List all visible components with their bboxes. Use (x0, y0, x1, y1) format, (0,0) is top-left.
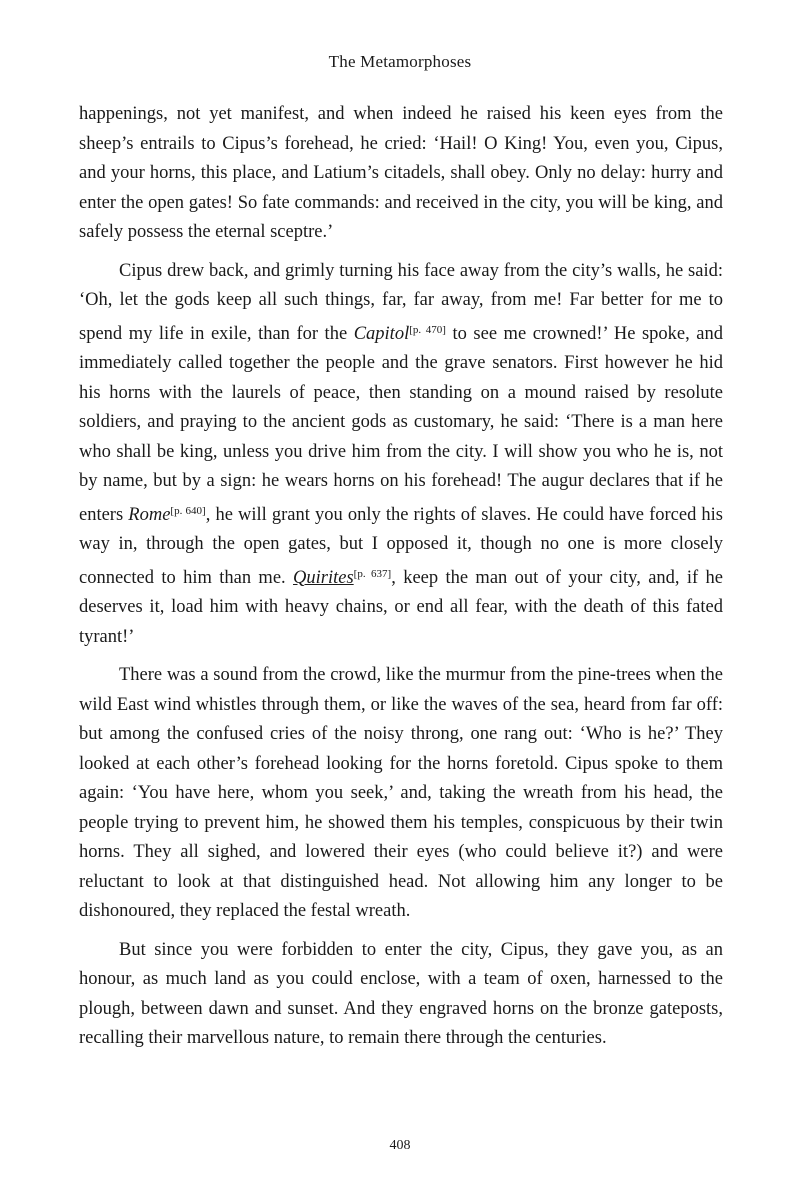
paragraph-text: But since you were forbidden to enter the city, Cipus, they gave you, as an honour, as much land as you could enclose, with a team of oxen, harnessed to the plough, between dawn and sunset. And they engraved horns on the bronze gateposts, recalling their marvellous nature, to remain there through the centuries. (79, 939, 723, 1048)
paragraph-text: happenings, not yet manifest, and when indeed he raised his keen eyes from the sheep’s entrails to Cipus’s forehead, he cried: ‘Hail! O King! You, even you, Cipus, and your horns, this place, and Latium’s citadels, shall obey. Only no delay: hurry and enter the open gates! So fate commands: and received in the city, you will be king, and safely possess the eternal sceptre.’ (79, 104, 723, 242)
cross-reference-link[interactable]: Rome (128, 504, 171, 525)
page-reference[interactable]: [p. 470] (409, 323, 446, 336)
paragraph (79, 661, 723, 927)
paragraph (79, 100, 723, 248)
paragraph-text: Cipus drew back, and grimly turning his face away from the city’s walls, he said: ‘Oh, let the gods keep all such things, far, far away, from me! Far better for me to spend my life in exile, than for the (79, 260, 723, 344)
paragraph-text: , he will grant you only the rights of slaves. He could have forced his way in, through the open gates, but I opposed it, though no one is more closely connected to him than me. (79, 504, 724, 588)
running-head: The Metamorphoses (328, 52, 472, 71)
page-reference[interactable]: [p. 637] (353, 567, 392, 580)
body-text (79, 100, 723, 1063)
cross-reference-link[interactable]: Quirites (293, 567, 354, 588)
paragraph-text: to see me crowned!’ He spoke, and immediately called together the people and the grave senators. First however he hid his horns with the laurels of peace, then standing on a mound raised by resolute soldiers, and praying to the ancient gods as customary, he said: ‘There is a man here who shall be king, unless you drive him from the city. I will show you who he is, not by name, but by a sign: he wears horns on his forehead! The augur declares that if he enters (79, 323, 723, 525)
page-reference[interactable]: [p. 640] (170, 504, 206, 517)
page-number: 408 (389, 1138, 411, 1153)
paragraph-text: There was a sound from the crowd, like the murmur from the pine-trees when the wild East wind whistles through them, or like the waves of the sea, heard from far off: but among the confused cries of the noisy throng, one rang out: ‘Who is he?’ They looked at each other’s forehead looking for the horns foretold. Cipus spoke to them again: ‘You have here, whom you seek,’ and, taking the wreath from his head, the people trying to prevent him, he showed them his temples, conspicuous by their twin horns. They all sighed, and lowered their eyes (who could believe it?) and were reluctant to look at that distinguished head. Not allowing him any longer to be dishonoured, they replaced the festal wreath. (79, 665, 723, 921)
paragraph (79, 936, 723, 1054)
paragraph-text: , keep the man out of your city, and, if he deserves it, load him with heavy chains, or end all fear, with the death of this fated tyrant!’ (79, 567, 723, 647)
paragraph (79, 257, 723, 653)
cross-reference-link[interactable]: Capitol (353, 323, 410, 344)
